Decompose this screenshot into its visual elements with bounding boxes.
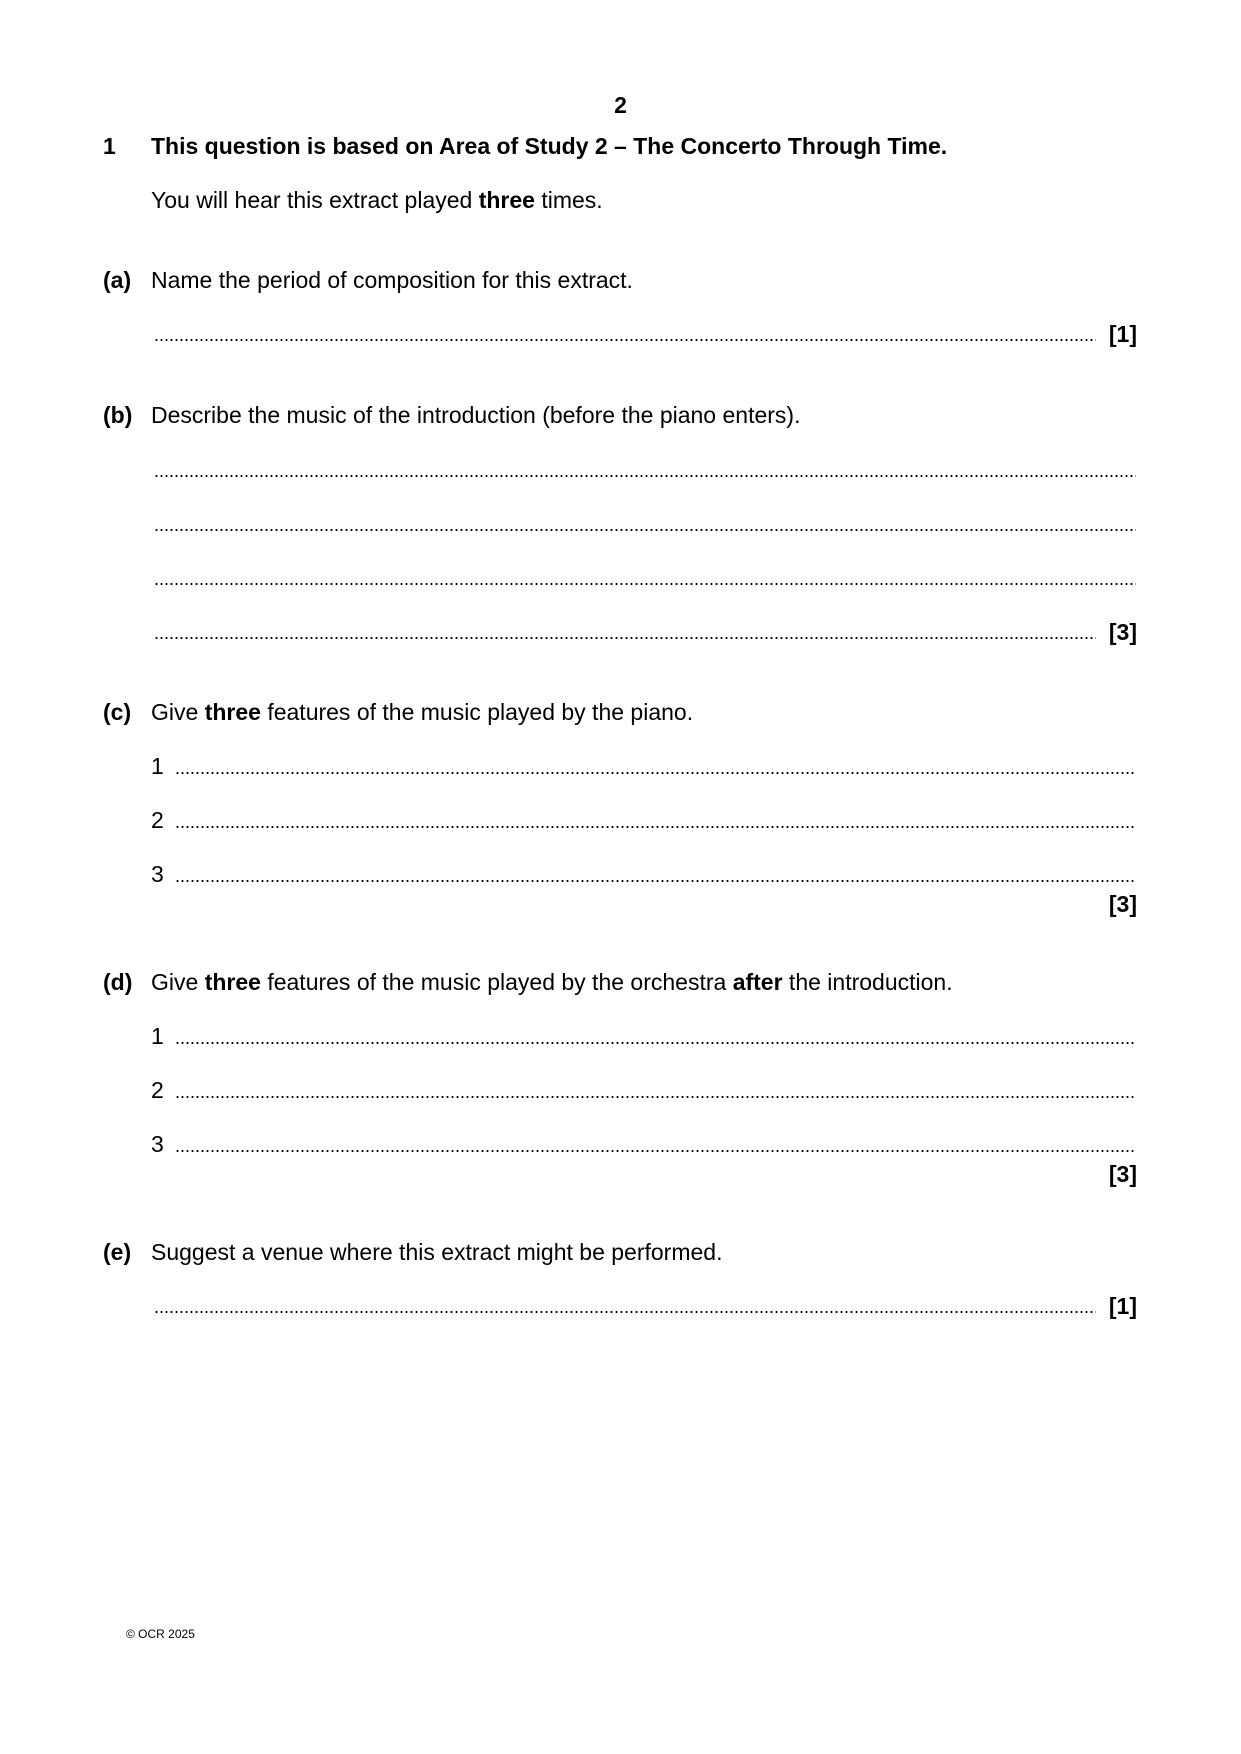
part-a-text: Name the period of composition for this extract.	[151, 267, 633, 293]
part-e-mark: [1]	[1108, 1293, 1137, 1319]
part-d-label: (d)	[103, 969, 133, 995]
copyright-footer: © OCR 2025	[126, 1627, 195, 1641]
part-b-mark: [3]	[1108, 619, 1137, 645]
part-b-answer-line-2[interactable]	[154, 529, 1136, 531]
part-a-answer-line[interactable]	[154, 339, 1096, 341]
part-a-label: (a)	[103, 267, 132, 293]
part-d-answer-line-3[interactable]	[175, 1150, 1136, 1152]
part-c-mark: [3]	[1108, 891, 1137, 917]
part-d-item-number: 3	[151, 1131, 164, 1157]
question-intro: You will hear this extract played three times.	[151, 187, 603, 213]
part-c-answer-line-2[interactable]	[175, 826, 1136, 828]
part-d-text: Give three features of the music played by the orchestra after the introduction.	[151, 969, 953, 995]
part-c-item-number: 2	[151, 807, 164, 833]
part-e-label: (e)	[103, 1239, 132, 1265]
question-title: This question is based on Area of Study 2 – The Concerto Through Time.	[151, 133, 948, 159]
part-c-label: (c)	[103, 699, 132, 725]
part-b-answer-line-4[interactable]	[154, 637, 1096, 639]
part-b-answer-line-3[interactable]	[154, 583, 1136, 585]
part-b-text: Describe the music of the introduction (before the piano enters).	[151, 402, 801, 428]
part-b-answer-line-1[interactable]	[154, 475, 1136, 477]
part-e-answer-line[interactable]	[154, 1311, 1096, 1313]
part-c-answer-line-1[interactable]	[175, 772, 1136, 774]
part-d-mark: [3]	[1108, 1161, 1137, 1187]
part-c-item-number: 1	[151, 753, 164, 779]
part-d-answer-line-1[interactable]	[175, 1042, 1136, 1044]
page-number: 2	[614, 92, 627, 118]
part-d-item-number: 2	[151, 1077, 164, 1103]
part-d-item-number: 1	[151, 1023, 164, 1049]
part-c-answer-line-3[interactable]	[175, 880, 1136, 882]
part-e-text: Suggest a venue where this extract might be performed.	[151, 1239, 723, 1265]
question-number: 1	[103, 133, 116, 159]
part-c-item-number: 3	[151, 861, 164, 887]
part-a-mark: [1]	[1108, 321, 1137, 347]
part-b-label: (b)	[103, 402, 133, 428]
part-c-text: Give three features of the music played by the piano.	[151, 699, 694, 725]
part-d-answer-line-2[interactable]	[175, 1096, 1136, 1098]
